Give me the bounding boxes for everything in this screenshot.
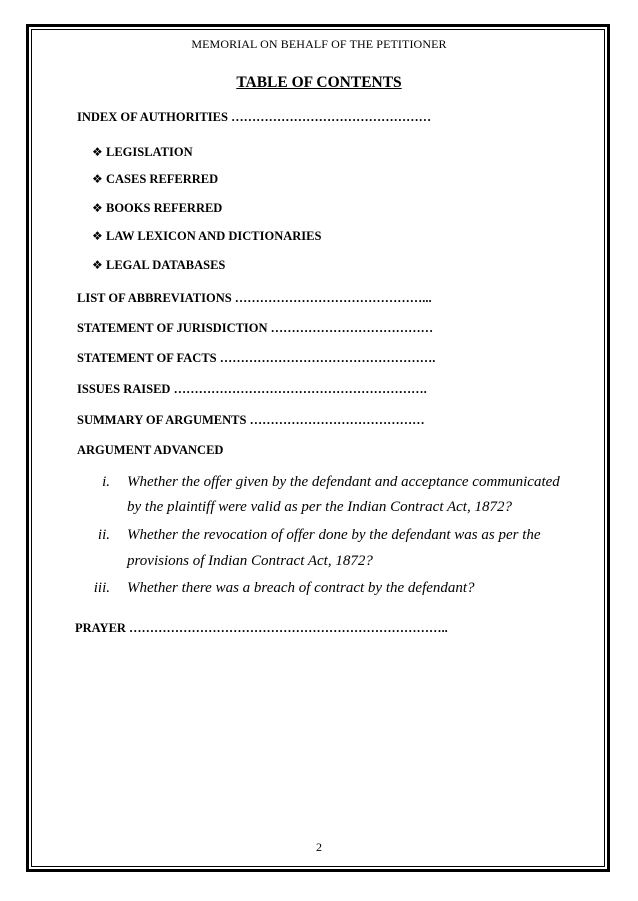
toc-index-of-authorities[interactable]: INDEX OF AUTHORITIES ………………………………………… [77, 110, 432, 124]
toc-argument-advanced[interactable]: ARGUMENT ADVANCED [77, 443, 224, 457]
argument-3-line-1[interactable]: Whether there was a breach of contract by the defendant? [127, 580, 475, 596]
toc-statement-of-facts[interactable]: STATEMENT OF FACTS ……………………………………………. [77, 351, 436, 365]
toc-sub-books-referred[interactable]: ❖ BOOKS REFERRED [92, 201, 223, 215]
toc-summary-of-arguments[interactable]: SUMMARY OF ARGUMENTS …………………………………… [77, 413, 425, 427]
page-title: TABLE OF CONTENTS [236, 74, 402, 91]
running-header: MEMORIAL ON BEHALF OF THE PETITIONER [191, 37, 447, 51]
argument-1-line-1[interactable]: Whether the offer given by the defendant and acceptance communicated [127, 474, 560, 490]
toc-sub-law-lexicon[interactable]: ❖ LAW LEXICON AND DICTIONARIES [92, 229, 322, 243]
argument-2-line-2[interactable]: provisions of Indian Contract Act, 1872? [127, 553, 373, 569]
toc-sub-cases-referred[interactable]: ❖ CASES REFERRED [92, 172, 219, 186]
argument-number: iii. [93, 580, 110, 596]
diamond-bullet-icon: ❖ [92, 258, 103, 272]
diamond-bullet-icon: ❖ [92, 201, 103, 215]
toc-list-of-abbreviations[interactable]: LIST OF ABBREVIATIONS ………………………………………... [77, 291, 432, 305]
toc-sub-legal-databases[interactable]: ❖ LEGAL DATABASES [92, 258, 226, 272]
toc-prayer[interactable]: PRAYER ………………………………………………………………….. [75, 621, 448, 635]
argument-number: i. [102, 474, 110, 490]
toc-issues-raised[interactable]: ISSUES RAISED ……………………………………………………. [77, 382, 427, 396]
diamond-bullet-icon: ❖ [92, 229, 103, 243]
diamond-bullet-icon: ❖ [92, 145, 103, 159]
argument-number: ii. [97, 527, 110, 543]
argument-1-line-2[interactable]: by the plaintiff were valid as per the Indian Contract Act, 1872? [127, 499, 512, 515]
argument-2-line-1[interactable]: Whether the revocation of offer done by the defendant was as per the [127, 527, 541, 543]
toc-statement-of-jurisdiction[interactable]: STATEMENT OF JURISDICTION ………………………………… [77, 321, 434, 335]
diamond-bullet-icon: ❖ [92, 172, 103, 186]
toc-sub-legislation[interactable]: ❖ LEGISLATION [92, 145, 193, 159]
page-number: 2 [316, 840, 322, 854]
